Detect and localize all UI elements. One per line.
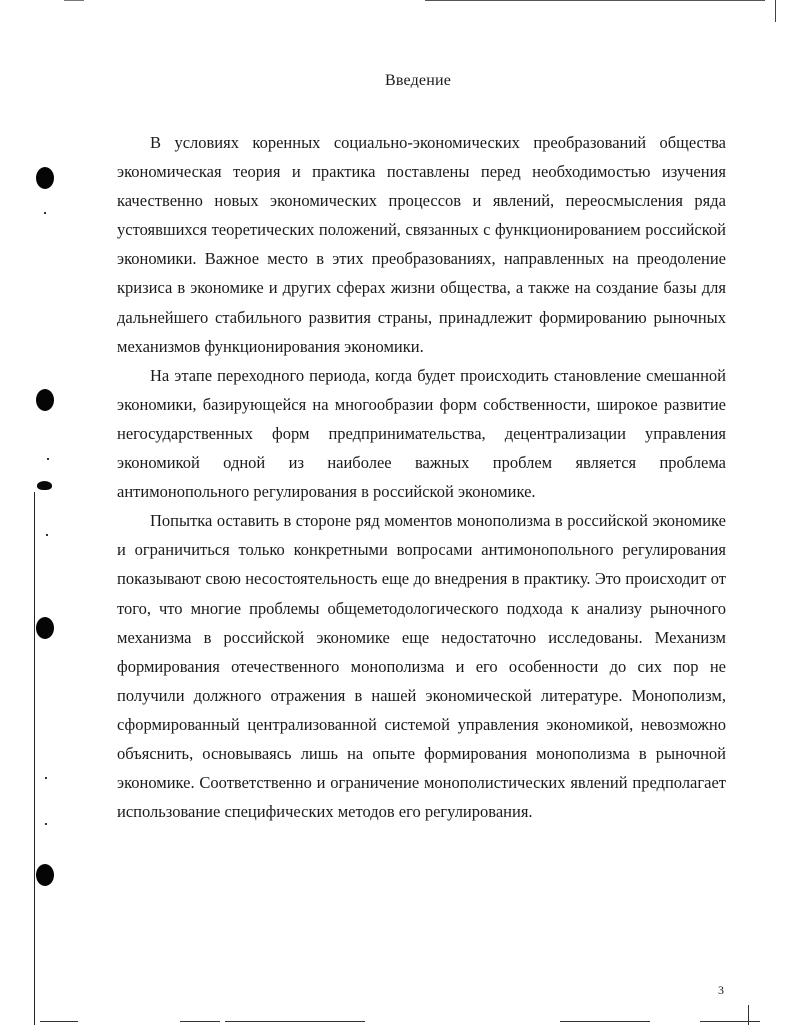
paragraph-2: На этапе переходного периода, когда будет происходить становление смешанной экономики, базирующейся на многообразии форм собственности, широкое развитие негосударственных форм предпринимательства, децентрализации управления экономикой одной из наиболее важных проблем является проблема антимонопольного регулирования в российской экономике. xyxy=(117,365,726,502)
punch-hole-2 xyxy=(36,389,54,411)
ink-blot xyxy=(37,481,52,490)
scan-edge-line-bottom xyxy=(560,1021,650,1022)
scan-edge-line-corner xyxy=(748,1005,749,1025)
page-number: 3 xyxy=(718,983,724,997)
scan-edge-line-left xyxy=(34,492,35,1025)
scan-speck xyxy=(46,534,48,536)
scan-speck xyxy=(45,823,47,825)
scan-edge-mark-top-left xyxy=(64,0,84,1)
scan-edge-line-bottom xyxy=(700,1021,760,1022)
scan-edge-line-top xyxy=(425,0,765,1)
paragraph-1: В условиях коренных социально-экономических преобразований общества экономическая теория и практика поставлены перед необходимостью изучения качественно новых экономических процессов и явлений, переосмысления ряда устоявшихся теоретических положений, связанных с функционированием российской экономики. Важное место в этих преобразованиях, направленных на преодоление кризиса в экономике и других сферах жизни общества, а также на создание базы для дальнейшего стабильного развития страны, принадлежит формированию рыночных механизмов функционирования экономики. xyxy=(117,133,726,356)
scan-edge-line-bottom xyxy=(40,1021,78,1022)
scan-edge-line-bottom xyxy=(180,1021,220,1022)
paragraph-3: Попытка оставить в стороне ряд моментов монополизма в российской экономике и ограничиться только конкретными вопросами антимонопольного регулирования показывают свою несостоятельность еще до внедрения в практику. Это происходит от того, что многие проблемы общеметодологического подхода к анализу рыночного механизма в российской экономике еще недостаточно исследованы. Механизм формирования отечественного монополизма и его особенности до сих пор не получили должного отражения в нашей экономической литературе. Монополизм, сформированный централизованной системой управления экономикой, невозможно объяснить, основываясь лишь на опыте формирования монополизма в рыночной экономике. Соответственно и ограничение монополистических явлений предполагает использование специфических методов его регулирования. xyxy=(117,511,726,822)
scan-speck xyxy=(45,777,47,779)
scan-edge-line-right xyxy=(775,0,776,22)
punch-hole-1 xyxy=(36,167,54,189)
page-title: Введение xyxy=(384,72,452,89)
punch-hole-3 xyxy=(36,617,54,639)
punch-hole-4 xyxy=(36,864,54,886)
scan-speck xyxy=(44,212,46,214)
scan-speck xyxy=(47,458,49,460)
body-text xyxy=(117,128,726,826)
scan-edge-line-bottom xyxy=(225,1021,365,1022)
